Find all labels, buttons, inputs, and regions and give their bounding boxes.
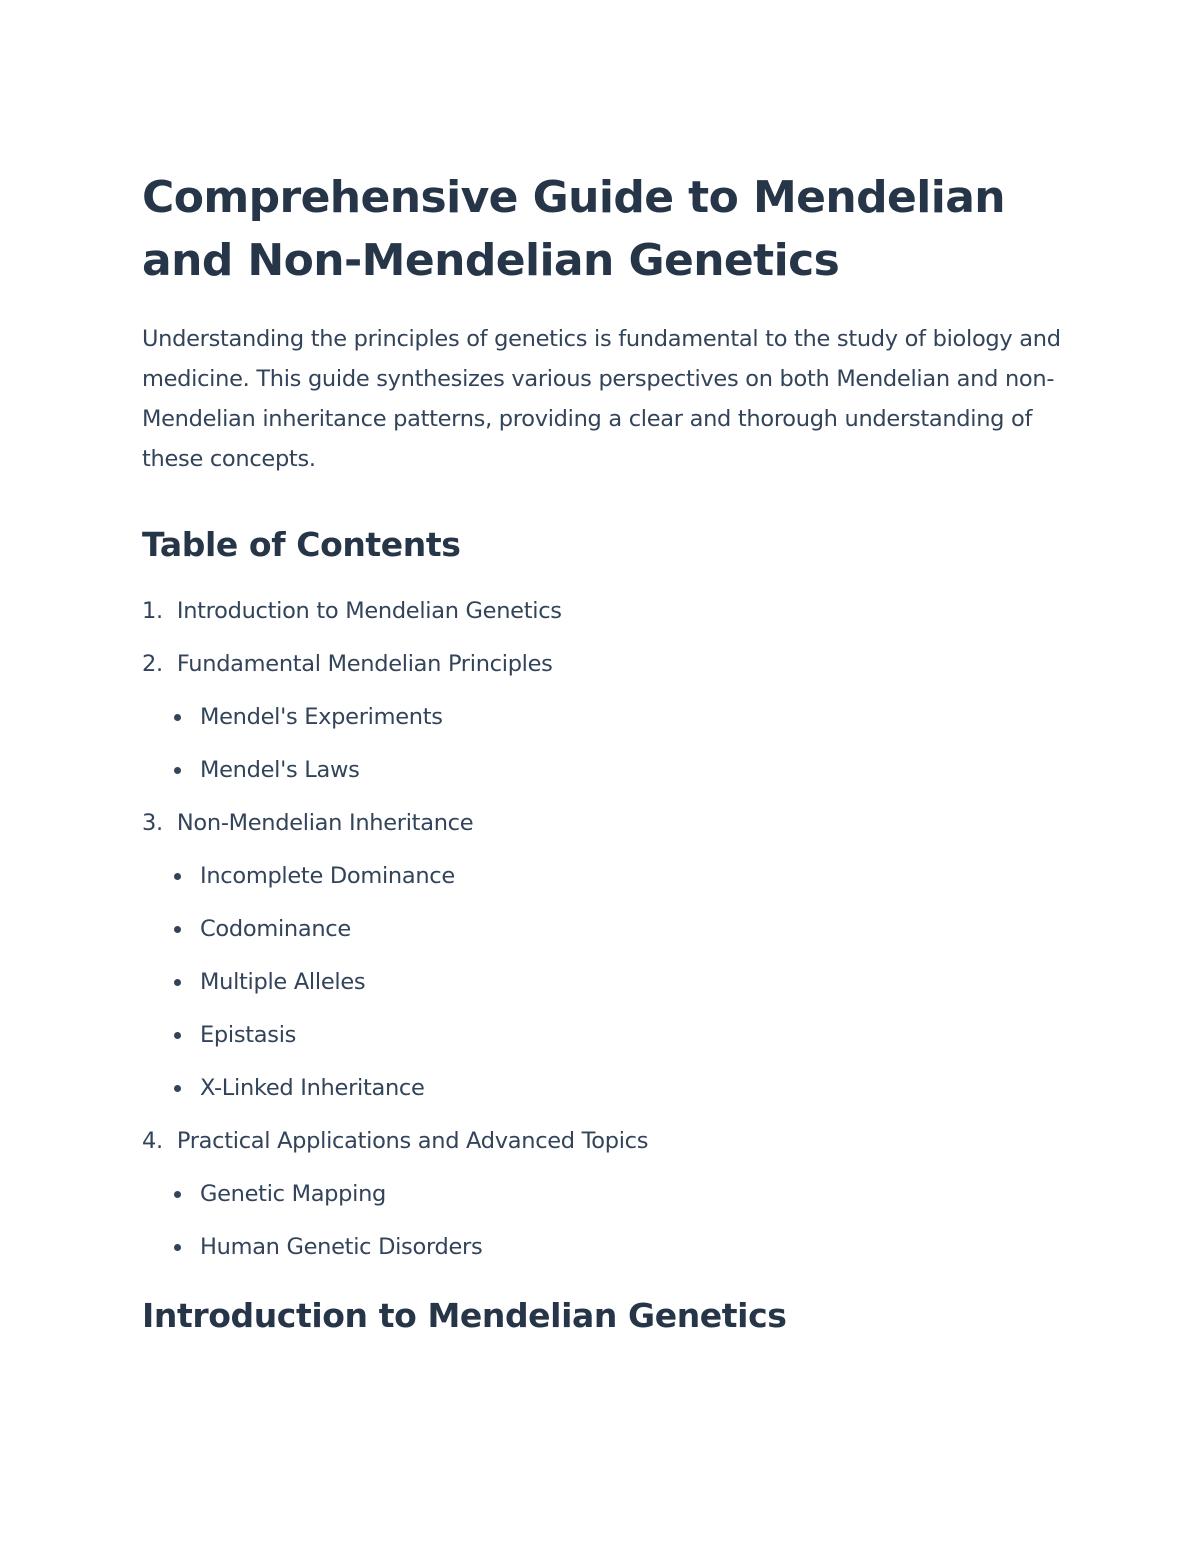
bullet-icon xyxy=(174,979,181,986)
bullet-icon xyxy=(174,1191,181,1198)
toc-heading: Table of Contents xyxy=(142,525,461,564)
document-title: Comprehensive Guide to Mendelian and Non-Mendelian Genetics xyxy=(142,172,1006,286)
toc-item-number: 2. xyxy=(142,651,163,677)
toc-item-text: Practical Applications and Advanced Topics xyxy=(176,1128,649,1154)
toc-subitem-text: Mendel's Experiments xyxy=(200,704,443,730)
toc-subitem-text: Epistasis xyxy=(200,1022,297,1048)
bullet-icon xyxy=(174,873,181,880)
toc-item-number: 4. xyxy=(142,1128,163,1154)
toc-item-number: 3. xyxy=(142,810,163,836)
toc-item-label[interactable] xyxy=(142,585,1072,638)
toc-subitem[interactable] xyxy=(172,850,1072,903)
bullet-icon xyxy=(174,767,181,774)
toc-subitem[interactable] xyxy=(172,1221,1072,1274)
bullet-icon xyxy=(174,1085,181,1092)
toc-subitem-text: Multiple Alleles xyxy=(200,969,366,995)
toc-item xyxy=(142,797,1072,1115)
toc-item-text: Fundamental Mendelian Principles xyxy=(176,651,553,677)
toc-item-label[interactable] xyxy=(142,638,1072,691)
intro-paragraph: Understanding the principles of genetics is fundamental to the study of biology and medicine. This guide synthesizes various perspectives on both Mendelian and non-Mendelian inheritance patterns, providing a clear and thorough understanding of these concepts. xyxy=(142,326,1061,472)
toc-subitem-text: Human Genetic Disorders xyxy=(200,1234,483,1260)
bullet-icon xyxy=(174,1244,181,1251)
toc-subitem[interactable] xyxy=(172,691,1072,744)
toc-item-text: Non-Mendelian Inheritance xyxy=(176,810,474,836)
toc-subitem[interactable] xyxy=(172,744,1072,797)
toc-subitem[interactable] xyxy=(172,1009,1072,1062)
toc-item xyxy=(142,638,1072,797)
toc-item-text: Introduction to Mendelian Genetics xyxy=(176,598,562,624)
toc-item xyxy=(142,585,1072,638)
toc-item-label[interactable] xyxy=(142,797,1072,850)
toc-item-number: 1. xyxy=(142,598,163,624)
toc-subitem[interactable] xyxy=(172,903,1072,956)
table-of-contents xyxy=(142,585,1072,1274)
toc-subitem-text: Codominance xyxy=(200,916,351,942)
toc-sublist xyxy=(142,850,1072,1115)
toc-subitem[interactable] xyxy=(172,956,1072,1009)
toc-subitem[interactable] xyxy=(172,1168,1072,1221)
bullet-icon xyxy=(174,1032,181,1039)
bullet-icon xyxy=(174,926,181,933)
document-page xyxy=(142,166,1072,1346)
toc-subitem-text: Mendel's Laws xyxy=(200,757,360,783)
toc-sublist xyxy=(142,691,1072,797)
bullet-icon xyxy=(174,714,181,721)
toc-item-label[interactable] xyxy=(142,1115,1072,1168)
toc-item xyxy=(142,1115,1072,1274)
toc-subitem[interactable] xyxy=(172,1062,1072,1115)
toc-subitem-text: Incomplete Dominance xyxy=(200,863,455,889)
toc-subitem-text: Genetic Mapping xyxy=(200,1181,387,1207)
toc-sublist xyxy=(142,1168,1072,1274)
toc-subitem-text: X-Linked Inheritance xyxy=(200,1075,425,1101)
section-heading: Introduction to Mendelian Genetics xyxy=(142,1296,787,1335)
